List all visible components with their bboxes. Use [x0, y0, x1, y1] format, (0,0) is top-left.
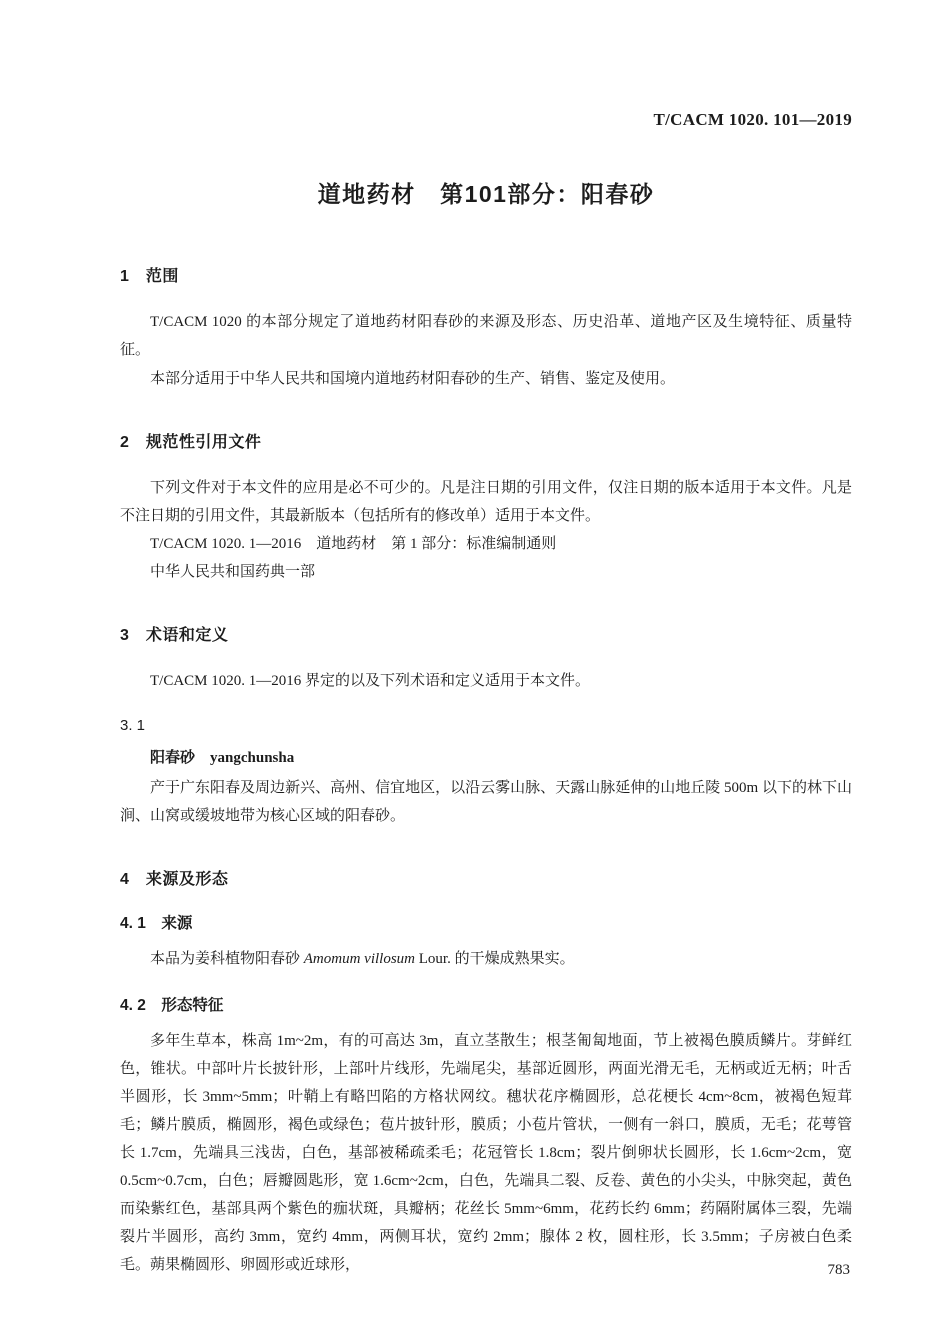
section-1-heading: 1 范围	[120, 268, 179, 285]
section-3-paragraph-1: T/CACM 1020. 1—2016 界定的以及下列术语和定义适用于本文件。	[150, 673, 591, 689]
page-number: 783	[827, 1262, 850, 1278]
section-2-reference-1: T/CACM 1020. 1—2016 道地药材 第 1 部分：标准编制通则	[150, 536, 557, 552]
term-chinese: 阳春砂	[150, 749, 196, 766]
section-4-2-paragraph: 多年生草本，株高 1m~2m，有的可高达 3m，直立茎散生；根茎匍匐地面，节上被褐色膜质鳞片。芽鲜红色，锥状。中部叶片长披针形，上部叶片线形，先端尾尖，基部近圆形，两面光滑无毛，无柄或近无柄；叶舌半圆形，长 3mm~5mm；叶鞘上有略凹陷的方格状网纹。穗状花序椭圆形，总花梗长 4cm~8cm，被褐色短茸毛；鳞片膜质，椭圆形，褐色或绿色；苞片披针形，膜质；小苞片管状，一侧有一斜口，膜质，无毛；花萼管长 1.7cm，先端具三浅齿，白色，基部被稀疏柔毛；花冠管长 1.8cm；裂片倒卵状长圆形，长 1.6cm~2cm，宽 0.5cm~0.7cm，白色；唇瓣圆匙形，宽 1.6cm~2cm，白色，先端具二裂、反卷、黄色的小尖头，中脉突起，黄色而染紫红色，基部具两个紫色的痂状斑，具瓣柄；花丝长 5mm~6mm，花药长约 6mm；药隔附属体三裂，先端裂片半圆形，高约 3mm，宽约 4mm，两侧耳状，宽约 2mm；腺体 2 枚，圆柱形，长 3.5mm；子房被白色柔毛。蒴果椭圆形、卵圆形或近球形，	[120, 1033, 852, 1273]
section-2-paragraph-1: 下列文件对于本文件的应用是必不可少的。凡是注日期的引用文件，仅注日期的版本适用于本文件。凡是不注日期的引用文件，其最新版本（包括所有的修改单）适用于本文件。	[120, 480, 852, 524]
term-pinyin: yangchunsha	[210, 750, 295, 766]
section-4-heading: 4 来源及形态	[120, 871, 229, 888]
document-title: 道地药材 第101部分：阳春砂	[317, 181, 655, 207]
section-4-1-paragraph	[120, 945, 852, 973]
term-definition: 产于广东阳春及周边新兴、高州、信宜地区，以沿云雾山脉、天露山脉延伸的山地丘陵 500m 以下的林下山涧、山窝或缓坡地带为核心区域的阳春砂。	[120, 780, 852, 824]
latin-binomial: Amomum villosum	[303, 951, 416, 967]
source-text-prefix: 本品为姜科植物阳春砂	[150, 951, 304, 967]
source-text-suffix: Lour. 的干燥成熟果实。	[415, 951, 575, 967]
doc-number: T/CACM 1020. 101—2019	[653, 110, 852, 129]
section-4-1-heading: 4. 1 来源	[120, 915, 193, 932]
section-2-reference-2: 中华人民共和国药典一部	[150, 564, 316, 580]
section-4-2-heading: 4. 2 形态特征	[120, 997, 224, 1014]
term-line	[120, 746, 852, 770]
section-1-paragraph-1: T/CACM 1020 的本部分规定了道地药材阳春砂的来源及形态、历史沿革、道地产区及生境特征、质量特征。	[120, 314, 852, 358]
section-3-1-number: 3. 1	[120, 717, 146, 734]
section-1-paragraph-2: 本部分适用于中华人民共和国境内道地药材阳春砂的生产、销售、鉴定及使用。	[150, 371, 676, 387]
section-2-heading: 2 规范性引用文件	[120, 434, 262, 451]
section-3-heading: 3 术语和定义	[120, 627, 229, 644]
